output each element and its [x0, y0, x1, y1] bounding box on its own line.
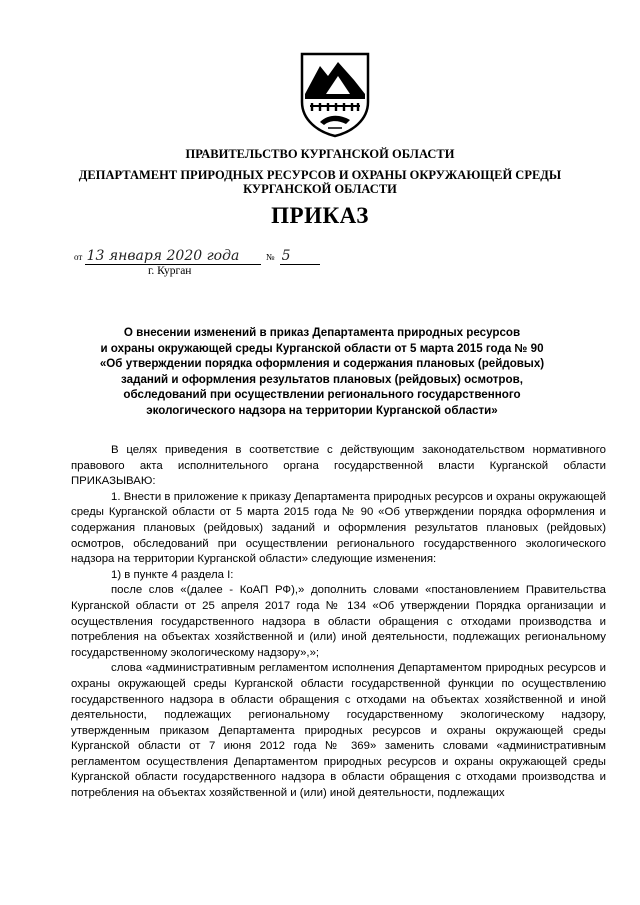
org-name-government: ПРАВИТЕЛЬСТВО КУРГАНСКОЙ ОБЛАСТИ	[185, 147, 455, 161]
org-name-department-line1: ДЕПАРТАМЕНТ ПРИРОДНЫХ РЕСУРСОВ И ОХРАНЫ ОКРУЖАЮЩЕЙ СРЕДЫ	[78, 168, 562, 182]
org-name-department	[0, 168, 640, 196]
title-line: и охраны окружающей среды Курганской области от 5 марта 2015 года № 90	[100, 341, 544, 355]
city-label: г. Курган	[148, 265, 192, 277]
title-line: заданий и оформления результатов плановых (рейдовых) осмотров,	[121, 372, 523, 386]
document-body	[71, 443, 606, 802]
title-line: «Об утверждении порядка оформления и содержания плановых (рейдовых)	[99, 357, 545, 371]
title-line: обследований при осуществлении регионального государственного	[123, 388, 521, 402]
date-number-line	[74, 248, 320, 265]
order-title	[72, 325, 572, 419]
body-paragraph: после слов «(далее - КоАП РФ),» дополнить словами «постановлением Правительства Курганской области от 25 апреля 2017 года № 134 «Об утверждении Порядка организации и осуществления государственного надзора в области обращения с отходами производства и потребления на объектах хозяйственной и (или) иной деятельности, подлежащих региональному государственному экологическому надзору»,»;	[71, 584, 606, 659]
title-line: О внесении изменений в приказ Департамента природных ресурсов	[123, 326, 521, 339]
body-paragraph: слова «административным регламентом исполнения Департаментом природных ресурсов и охраны окружающей среды Курганской области государственной функции по осуществлению государственного надзора в области обращения с отходами на объектах хозяйственной и иной деятельности, подлежащих региональному государственному экологическому надзору, утвержденным приказом Департамента природных ресурсов и охраны окружающей среды Курганской области от 7 июня 2012 года № 369» заменить словами «административным регламентом осуществления Департаментом природных ресурсов и охраны окружающей среды Курганской области государственного надзора в области обращения с отходами производства и потребления на объектах хозяйственной и (или) иной деятельности, подлежащих	[71, 662, 606, 800]
from-label: от	[74, 252, 83, 262]
org-name-department-line2: КУРГАНСКОЙ ОБЛАСТИ	[243, 182, 397, 196]
handwritten-number: 5	[280, 248, 320, 265]
number-label: №	[265, 252, 275, 262]
body-paragraph: В целях приведения в соответствие с действующим законодательством нормативного правового акта исполнительного органа государственной власти Курганской области ПРИКАЗЫВАЮ:	[71, 444, 606, 488]
title-line: экологического надзора на территории Курганской области»	[146, 403, 498, 417]
body-paragraph: 1) в пункте 4 раздела I:	[111, 568, 234, 581]
document-type-heading: ПРИКАЗ	[271, 203, 369, 228]
coat-of-arms-icon	[298, 50, 372, 138]
body-paragraph: 1. Внести в приложение к приказу Департамента природных ресурсов и охраны окружающей среды Курганской области от 5 марта 2015 года № 90 «Об утверждении порядка оформления и содержания плановых (рейдовых) заданий и оформления результатов плановых (рейдовых) осмотров, обследований при осуществлении регионального государственного экологического надзора на территории Курганской области» следующие изменения:	[71, 490, 606, 566]
handwritten-date: 13 января 2020 года	[85, 248, 261, 265]
